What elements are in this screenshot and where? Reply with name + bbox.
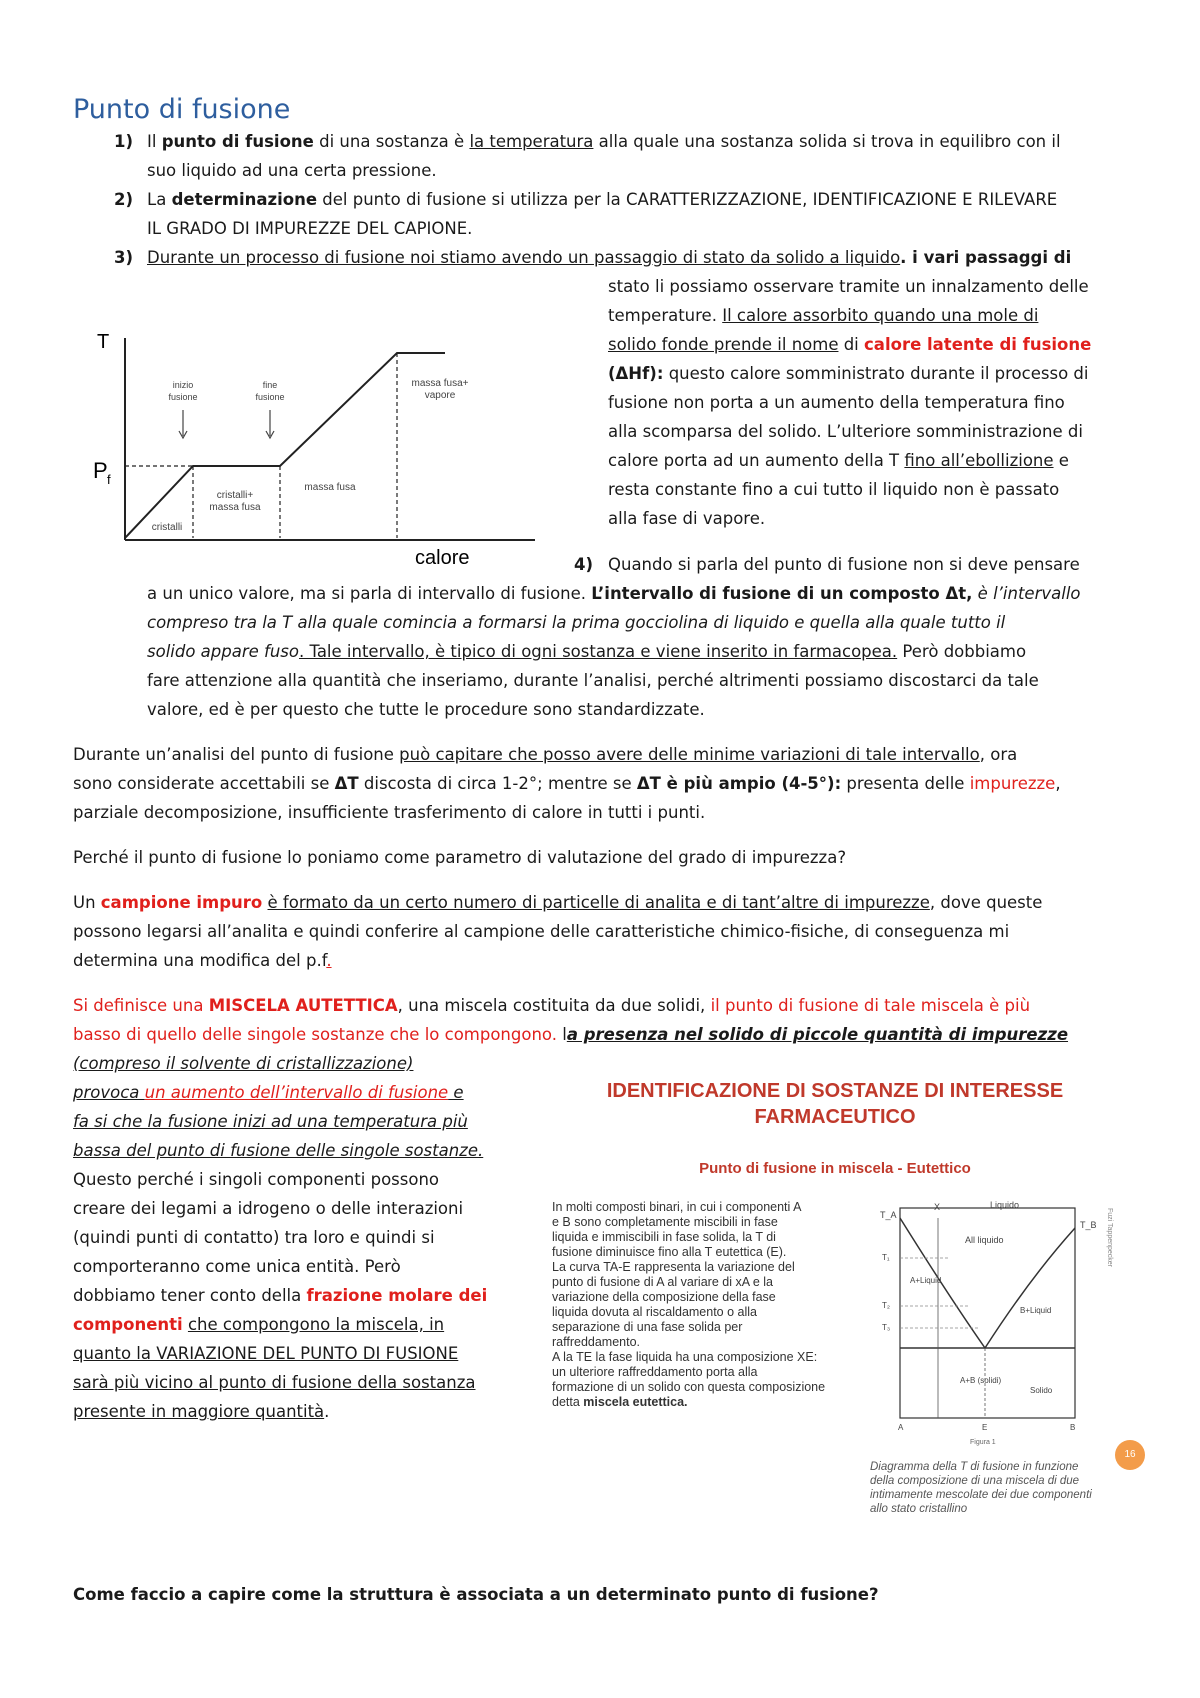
label-t2: T₂	[882, 1301, 890, 1310]
para4-line-13: quanto la VARIAZIONE DEL PUNTO DI FUSIONE	[73, 1344, 459, 1363]
item-4-line-4: solido appare fuso. Tale intervallo, è tipico di ogni sostanza e viene inserito in farmacopea. Però dobbiamo	[147, 642, 1027, 661]
para3-line-2: possono legarsi all’analita e quindi conferire al campione delle caratteristiche chimico-fisiche, di conseguenza mi	[73, 922, 1010, 941]
item-3-line-6: fusione non porta a un aumento della temperatura fino	[608, 393, 1065, 412]
label-figura: Figura 1	[970, 1439, 996, 1446]
label-ab-solidi: A+B (solidi)	[960, 1376, 1002, 1385]
label-cristalli-massa-2: massa fusa	[209, 502, 261, 513]
para4-line-3: (compreso il solvente di cristallizzazione)	[73, 1054, 414, 1073]
label-b: B	[1070, 1423, 1076, 1432]
item-1-line-2: suo liquido ad una certa pressione.	[147, 161, 437, 180]
item-3-line-9: resta constante fino a cui tutto il liquido non è passato	[608, 480, 1060, 499]
para3-line-1: Un campione impuro è formato da un certo numero di particelle di analita e di tant’altre di impurezze, dove queste	[73, 893, 1043, 912]
item-3-line-2: stato li possiamo osservare tramite un innalzamento delle	[608, 277, 1089, 296]
slide-body: In molti composti binari, in cui i componenti A e B sono completamente miscibili in fase liquida e immiscibili in fase solida, la T di fusione diminuisce fino alla T eutettica (E). La curva TA-E rappresenta la variazione del punto di fusione di A al variare di xA e la variazione della composizione della fase liquida dovuta al riscaldamento o alla separazione di una fase solida per raffreddamento. A la TE la fase liquida ha una composizione XE: un ulteriore raffreddamento porta alla formazione di un solido con questa composizione detta miscela eutettica.	[552, 1200, 826, 1409]
label-inizio-1: inizio	[172, 380, 194, 390]
final-question: Come faccio a capire come la struttura è associata a un determinato punto di fusione?	[73, 1585, 879, 1604]
label-cristalli-massa-1: cristalli+	[216, 490, 254, 501]
axis-pf-label: P	[93, 458, 108, 483]
item-3-line-3: temperature. Il calore assorbito quando una mole di	[608, 306, 1039, 325]
axis-t-label: T	[97, 331, 110, 353]
label-massa-fusa-vapore-2: vapore	[424, 390, 456, 401]
item-3-line-5: (ΔHf): questo calore somministrato durante il processo di	[608, 364, 1089, 383]
para4-line-4: provoca un aumento dell’intervallo di fusione e	[73, 1083, 464, 1102]
label-b-liquid: B+Liquid	[1020, 1306, 1052, 1315]
item-3-line-10: alla fase di vapore.	[608, 509, 766, 528]
list-number: 1)	[114, 132, 134, 151]
para4-line-12: componenti che compongono la miscela, in	[73, 1315, 445, 1334]
item-3-line-8: calore porta ad un aumento della T fino all’ebollizione e	[608, 451, 1069, 470]
label-fine-1: fine	[262, 380, 278, 390]
para1-line-1: Durante un’analisi del punto di fusione può capitare che posso avere delle minime variazioni di tale intervallo, ora	[73, 745, 1018, 764]
para3-line-3: determina una modifica del p.f.	[73, 951, 332, 970]
label-all-liquido: All liquido	[965, 1235, 1004, 1245]
para4-line-8: creare dei legami a idrogeno o delle interazioni	[73, 1199, 464, 1218]
label-e: E	[982, 1423, 988, 1432]
label-side: Fuzi Tappenpecker	[1106, 1208, 1113, 1268]
label-x: X	[934, 1202, 941, 1212]
item-4-line-5: fare attenzione alla quantità che inseriamo, durante l’analisi, perché altrimenti possiamo discostarci da tale	[147, 671, 1039, 690]
page-title: Punto di fusione	[73, 94, 291, 125]
item-3-line-4: solido fonde prende il nome di calore latente di fusione	[608, 335, 1092, 354]
item-3-line-1: Durante un processo di fusione noi stiamo avendo un passaggio di stato da solido a liquido. i vari passaggi di	[147, 248, 1072, 267]
label-a: A	[898, 1423, 904, 1432]
label-a-liquid: A+Liquid	[910, 1276, 942, 1285]
para4-line-14: sarà più vicino al punto di fusione della sostanza	[73, 1373, 476, 1392]
item-1-line-1: Il punto di fusione di una sostanza è la temperatura alla quale una sostanza solida si trova in equilibro con il	[147, 132, 1061, 151]
item-4-line-3: compreso tra la T alla quale comincia a formarsi la prima gocciolina di liquido e quella alla quale tutto il	[147, 613, 1006, 632]
para4-line-15: presente in maggiore quantità.	[73, 1402, 330, 1421]
para4-line-9: (quindi punti di contatto) tra loro e quindi si	[73, 1228, 435, 1247]
slide-page-badge: 16	[1115, 1440, 1145, 1470]
slide-subtitle: Punto di fusione in miscela - Eutettico	[699, 1160, 971, 1177]
label-massa-fusa: massa fusa	[304, 482, 356, 493]
para4-line-11: dobbiamo tener conto della frazione molare dei	[73, 1286, 488, 1305]
slide-title-1: IDENTIFICAZIONE DI SOSTANZE DI INTERESSE	[606, 1080, 1064, 1102]
item-4-line-2: a un unico valore, ma si parla di intervallo di fusione. L’intervallo di fusione di un composto Δt, è l’intervallo	[147, 584, 1081, 603]
para2: Perché il punto di fusione lo poniamo come parametro di valutazione del grado di impurezza?	[73, 848, 847, 867]
axis-calore-label: calore	[415, 547, 470, 569]
slide-caption: Diagramma della T di fusione in funzione della composizione di una miscela di due intimamente mescolate dei due componenti allo stato cristallino	[870, 1461, 1092, 1515]
label-t1: T₁	[882, 1253, 890, 1262]
slide-title-2: FARMACEUTICO	[754, 1106, 916, 1128]
para1-line-2: sono considerate accettabili se ΔT discosta di circa 1-2°; mentre se ΔT è più ampio (4-5°): presenta delle impurezze,	[73, 774, 1061, 793]
item-4-line-1: Quando si parla del punto di fusione non si deve pensare	[608, 555, 1080, 574]
label-tb: T_B	[1080, 1220, 1097, 1230]
label-cristalli: cristalli	[151, 522, 183, 533]
label-fine-2: fusione	[255, 392, 285, 402]
label-inizio-2: fusione	[168, 392, 198, 402]
list-number: 3)	[114, 248, 134, 267]
para4-line-7: Questo perché i singoli componenti possono	[73, 1170, 440, 1189]
list-number: 4)	[574, 555, 594, 574]
item-4-line-6: valore, ed è per questo che tutte le procedure sono standardizzate.	[147, 700, 705, 719]
heating-curve-diagram	[85, 318, 545, 570]
para4-line-1: Si definisce una MISCELA AUTETTICA, una miscela costituita da due solidi, il punto di fusione di tale miscela è più	[73, 996, 1031, 1015]
para4-line-5: fa si che la fusione inizi ad una temperatura più	[73, 1112, 468, 1131]
para4-line-6: bassa del punto di fusione delle singole sostanze.	[73, 1141, 484, 1160]
item-2-line-2: IL GRADO DI IMPUREZZE DEL CAPIONE.	[147, 219, 473, 238]
eutectic-diagram	[870, 1188, 1120, 1478]
label-massa-fusa-vapore-1: massa fusa+	[411, 378, 469, 389]
label-t3: T₃	[882, 1323, 891, 1332]
para1-line-3: parziale decomposizione, insufficiente trasferimento di calore in tutti i punti.	[73, 803, 706, 822]
list-number: 2)	[114, 190, 134, 209]
embedded-slide	[540, 1070, 1136, 1530]
label-ta: T_A	[880, 1210, 897, 1220]
para4-line-2: basso di quello delle singole sostanze che lo compongono. la presenza nel solido di piccole quantità di impurezze	[73, 1025, 1069, 1044]
para4-line-10: comporteranno come unica entità. Però	[73, 1257, 401, 1276]
item-3-line-7: alla scomparsa del solido. L’ulteriore somministrazione di	[608, 422, 1083, 441]
label-liquido: Liquido	[990, 1200, 1020, 1210]
item-2-line-1: La determinazione del punto di fusione si utilizza per la CARATTERIZZAZIONE, IDENTIFICAZIONE E RILEVARE	[147, 190, 1058, 209]
axis-pf-sub: f	[107, 472, 111, 487]
label-solido: Solido	[1030, 1386, 1053, 1395]
